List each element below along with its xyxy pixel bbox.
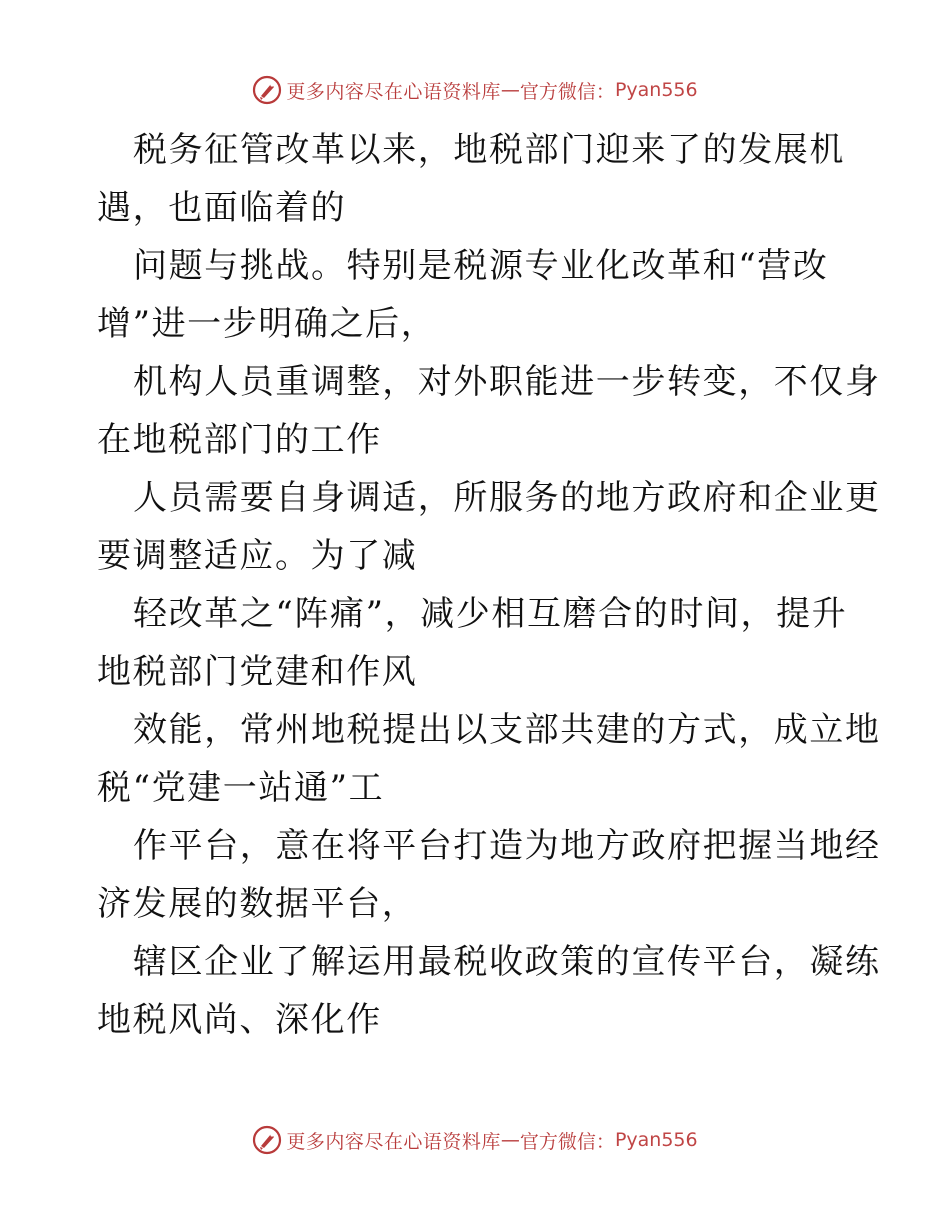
paragraph-line: 地税部门党建和作风 [97,652,418,692]
paragraph [97,353,881,469]
paragraph-line: 要调整适应。为了减 [97,536,418,576]
paragraph [97,469,881,585]
paragraph-line: 在地税部门的工作 [97,420,382,460]
paragraph [97,817,881,933]
paragraph [97,121,857,237]
pen-nib-logo-icon [252,1125,282,1155]
paragraph-line: 辖区企业了解运用最税收政策的宣传平台，凝练 [133,942,881,982]
footer-banner [0,1120,950,1160]
banner-wechat-id: Pyan556 [614,79,698,101]
banner-wechat-label: 官方微信： [519,80,615,103]
paragraph-line: 济发展的数据平台， [97,884,418,924]
banner-wechat-label: 官方微信： [519,1130,615,1153]
pen-nib-logo-icon [252,75,282,105]
paragraph-line: 作平台，意在将平台打造为地方政府把握当地经 [133,826,881,866]
paragraph [97,701,881,817]
paragraph-line: 税“党建一站通”工 [97,768,385,808]
document-body [97,121,881,1049]
paragraph-line: 轻改革之“阵痛”，减少相互磨合的时间，提升 [133,594,848,634]
banner-dash: — [500,1129,520,1151]
banner-title: 更多内容尽在心语资料库 [286,1130,501,1153]
paragraph-line: 遇，也面临着的 [97,188,347,228]
paragraph [97,933,881,1049]
banner-dash: — [500,79,520,101]
paragraph-line: 地税风尚、深化作 [97,1000,382,1040]
paragraph [97,237,857,353]
banner-wechat-id: Pyan556 [614,1129,698,1151]
paragraph-line: 增”进一步明确之后， [97,304,437,344]
paragraph-line: 效能，常州地税提出以支部共建的方式，成立地 [133,710,881,750]
paragraph-line: 人员需要自身调适，所服务的地方政府和企业更 [133,478,881,518]
banner-title: 更多内容尽在心语资料库 [286,80,501,103]
paragraph-line: 税务征管改革以来，地税部门迎来了的发展机 [133,130,845,170]
paragraph [97,585,857,701]
paragraph-line: 问题与挑战。特别是税源专业化改革和“营改 [133,246,829,286]
paragraph-line: 机构人员重调整，对外职能进一步转变，不仅身 [133,362,881,402]
header-banner [0,70,950,110]
